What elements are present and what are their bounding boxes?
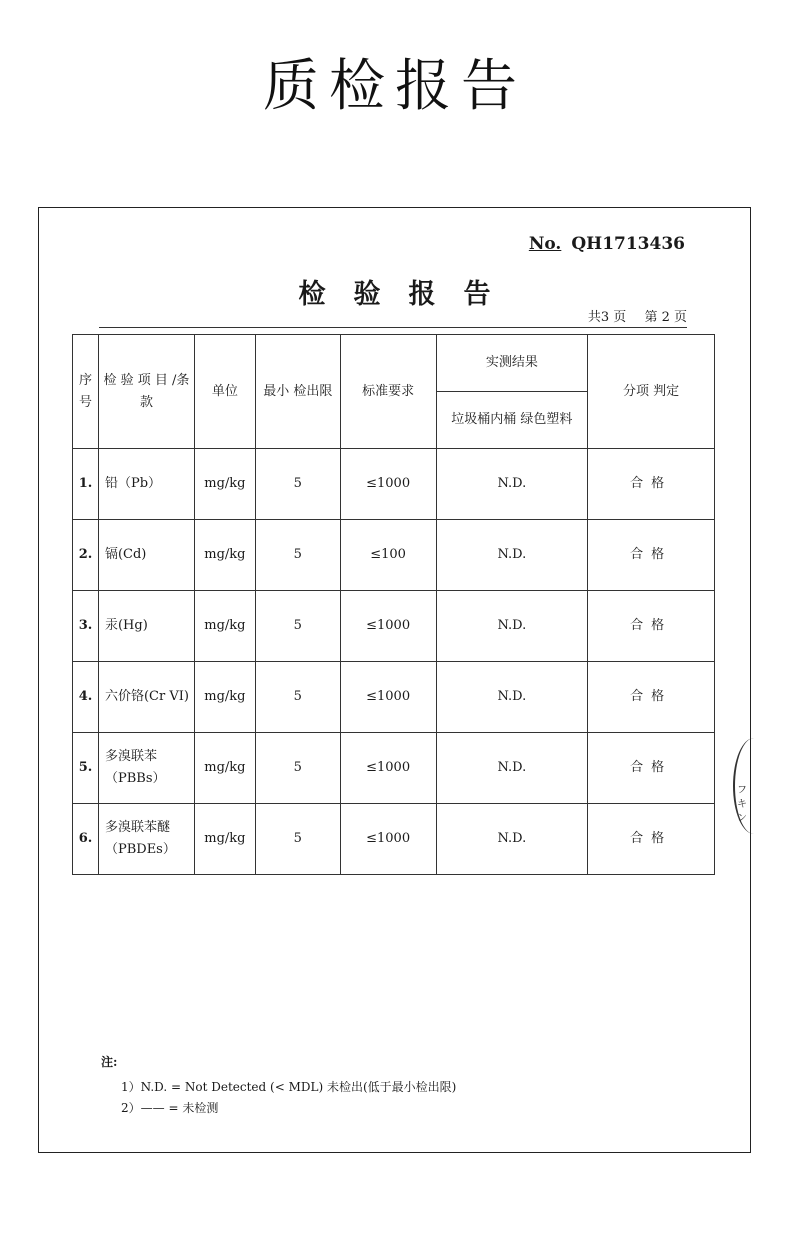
cell-mdl: 5 <box>255 733 340 804</box>
cell-standard: ≤1000 <box>340 449 436 520</box>
cell-unit: mg/kg <box>194 591 255 662</box>
cell-unit: mg/kg <box>194 804 255 875</box>
cell-standard: ≤1000 <box>340 804 436 875</box>
cell-item: 多溴联苯（PBBs） <box>98 733 194 804</box>
table-row <box>73 449 715 520</box>
cell-verdict: 合格 <box>588 591 715 662</box>
cell-seq: 6. <box>73 804 99 875</box>
table-row <box>73 662 715 733</box>
header-standard: 标准要求 <box>340 335 436 449</box>
cell-mdl: 5 <box>255 520 340 591</box>
report-document <box>38 207 751 1153</box>
page-total: 共3 页 <box>587 310 627 325</box>
cell-standard: ≤1000 <box>340 733 436 804</box>
header-unit: 单位 <box>194 335 255 449</box>
cell-result: N.D. <box>436 733 588 804</box>
cell-seq: 1. <box>73 449 99 520</box>
notes-title: 注: <box>101 1055 118 1069</box>
cell-standard: ≤1000 <box>340 662 436 733</box>
header-verdict: 分项 判定 <box>588 335 715 449</box>
result-table <box>72 334 715 875</box>
note-line: 2）—— = 未检测 <box>121 1101 219 1115</box>
header-seq: 序号 <box>73 335 99 449</box>
cell-item: 六价铬(Cr VI) <box>98 662 194 733</box>
cell-seq: 5. <box>73 733 99 804</box>
cell-item: 汞(Hg) <box>98 591 194 662</box>
cell-result: N.D. <box>436 804 588 875</box>
cell-result: N.D. <box>436 591 588 662</box>
table-row <box>73 804 715 875</box>
cell-verdict: 合格 <box>588 733 715 804</box>
page-title: 质检报告 <box>263 54 527 119</box>
table-header-row <box>73 335 715 392</box>
cell-verdict: 合格 <box>588 662 715 733</box>
cell-unit: mg/kg <box>194 449 255 520</box>
cell-verdict: 合格 <box>588 520 715 591</box>
table-row <box>73 733 715 804</box>
cell-unit: mg/kg <box>194 733 255 804</box>
cell-seq: 3. <box>73 591 99 662</box>
note-line: 1）N.D. = Not Detected (< MDL) 未检出(低于最小检出限) <box>121 1080 457 1094</box>
report-number-value: QH1713436 <box>571 234 685 254</box>
cell-item: 铅（Pb） <box>98 449 194 520</box>
cell-seq: 4. <box>73 662 99 733</box>
report-title: 检验报告 <box>298 279 519 310</box>
cell-verdict: 合格 <box>588 449 715 520</box>
cell-verdict: 合格 <box>588 804 715 875</box>
report-number <box>529 234 685 254</box>
cell-seq: 2. <box>73 520 99 591</box>
header-sample: 垃圾桶内桶 绿色塑料 <box>436 392 588 449</box>
cell-standard: ≤1000 <box>340 591 436 662</box>
header-result: 实测结果 <box>436 335 588 392</box>
header-mdl: 最小 检出限 <box>255 335 340 449</box>
cell-mdl: 5 <box>255 449 340 520</box>
table-row <box>73 591 715 662</box>
table-row <box>73 520 715 591</box>
cell-item: 镉(Cd) <box>98 520 194 591</box>
page-current: 第 2 页 <box>644 310 687 325</box>
cell-result: N.D. <box>436 662 588 733</box>
cell-result: N.D. <box>436 449 588 520</box>
cell-mdl: 5 <box>255 804 340 875</box>
cell-mdl: 5 <box>255 591 340 662</box>
cell-item: 多溴联苯醚（PBDEs） <box>98 804 194 875</box>
notes <box>101 1052 456 1119</box>
cell-unit: mg/kg <box>194 662 255 733</box>
cell-standard: ≤100 <box>340 520 436 591</box>
cell-unit: mg/kg <box>194 520 255 591</box>
stamp-text: フキン <box>737 785 747 824</box>
page-count <box>99 306 687 328</box>
cell-result: N.D. <box>436 520 588 591</box>
header-item: 检 验 项 目 /条款 <box>98 335 194 449</box>
report-number-label: No. <box>528 234 562 254</box>
cell-mdl: 5 <box>255 662 340 733</box>
